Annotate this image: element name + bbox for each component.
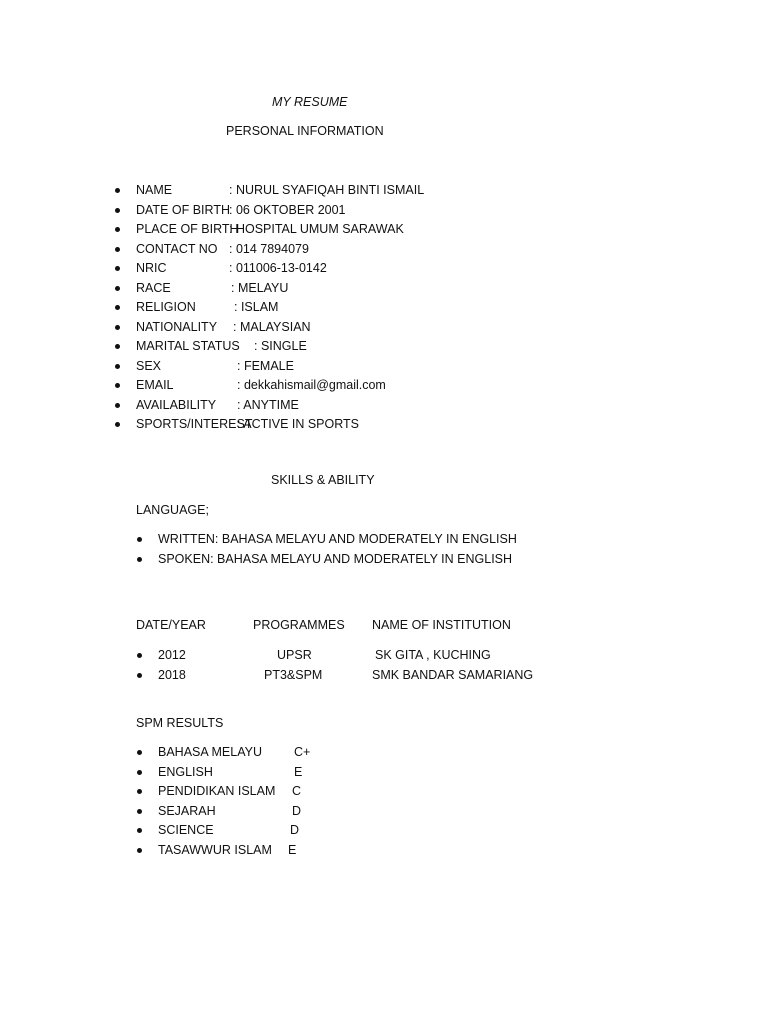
resume-title: MY RESUME — [272, 95, 348, 109]
education-year: 2012 — [158, 648, 186, 662]
personal-label: NRIC — [136, 261, 167, 275]
personal-value: : 06 OKTOBER 2001 — [229, 202, 346, 217]
education-institution: SK GITA , KUCHING — [375, 648, 491, 662]
spm-grade: C — [292, 784, 302, 799]
bullet-icon — [115, 383, 120, 388]
bullet-icon — [115, 247, 120, 252]
spm-subject: SEJARAH — [158, 803, 216, 818]
bullet-icon — [115, 403, 120, 408]
bullet-icon — [115, 325, 120, 330]
personal-label: MARITAL STATUS — [136, 339, 240, 353]
bullet-icon — [137, 537, 142, 542]
personal-label: AVAILABILITY — [136, 397, 217, 412]
spm-grade: E — [288, 843, 297, 857]
education-header-programmes: PROGRAMMES — [253, 618, 345, 632]
personal-value: : ISLAM — [234, 300, 279, 314]
personal-value: : FEMALE — [237, 358, 294, 373]
spm-subject: BAHASA MELAYU — [158, 745, 262, 759]
personal-label: PLACE OF BIRTH — [136, 222, 239, 236]
personal-value: : NURUL SYAFIQAH BINTI ISMAIL — [229, 183, 425, 197]
bullet-icon — [137, 789, 142, 794]
personal-value: : SINGLE — [254, 339, 307, 353]
spm-grade: D — [290, 823, 300, 838]
personal-label: SPORTS/INTEREST — [136, 417, 253, 431]
bullet-icon — [137, 673, 142, 678]
personal-info-heading: PERSONAL INFORMATION — [226, 124, 384, 138]
education-header-institution: NAME OF INSTITUTION — [372, 618, 511, 632]
personal-value: : MALAYSIAN — [233, 319, 311, 334]
personal-value: : dekkahismail@gmail.com — [237, 378, 386, 392]
education-institution: SMK BANDAR SAMARIANG — [372, 668, 534, 682]
personal-label: SEX — [136, 358, 162, 373]
spm-grade: C+ — [294, 745, 311, 759]
language-label: LANGUAGE; — [136, 503, 209, 517]
bullet-icon — [115, 422, 120, 427]
spm-subject: SCIENCE — [158, 823, 214, 838]
bullet-icon — [137, 653, 142, 658]
bullet-icon — [137, 809, 142, 814]
skills-heading: SKILLS & ABILITY — [271, 473, 375, 487]
personal-value: : HOSPITAL UMUM SARAWAK — [229, 222, 404, 236]
personal-value: : 014 7894079 — [229, 241, 309, 256]
education-header-year: DATE/YEAR — [136, 618, 206, 632]
personal-label: DATE OF BIRTH — [136, 202, 230, 217]
bullet-icon — [115, 286, 120, 291]
bullet-icon — [137, 557, 142, 562]
spm-grade: D — [292, 803, 302, 818]
bullet-icon — [115, 364, 120, 369]
education-year: 2018 — [158, 668, 186, 682]
personal-value: : ACTIVE IN SPORTS — [237, 417, 360, 431]
personal-label: NAME — [136, 183, 173, 197]
bullet-icon — [137, 828, 142, 833]
bullet-icon — [115, 305, 120, 310]
personal-label: NATIONALITY — [136, 319, 218, 334]
spm-subject: PENDIDIKAN ISLAM — [158, 784, 276, 799]
language-item: WRITTEN: BAHASA MELAYU AND MODERATELY IN ENGLISH — [158, 532, 517, 546]
personal-label: CONTACT NO — [136, 241, 218, 256]
bullet-icon — [137, 750, 142, 755]
personal-value: : 011006-13-0142 — [229, 261, 327, 275]
bullet-icon — [115, 227, 120, 232]
personal-value: : ANYTIME — [237, 397, 299, 412]
bullet-icon — [137, 848, 142, 853]
spm-grade: E — [294, 764, 303, 779]
personal-label: EMAIL — [136, 378, 174, 392]
language-item: SPOKEN: BAHASA MELAYU AND MODERATELY IN ENGLISH — [158, 552, 513, 566]
education-programme: UPSR — [277, 648, 312, 662]
bullet-icon — [115, 344, 120, 349]
bullet-icon — [115, 208, 120, 213]
bullet-icon — [115, 266, 120, 271]
spm-results-heading: SPM RESULTS — [136, 716, 224, 730]
bullet-icon — [115, 188, 120, 193]
bullet-icon — [137, 770, 142, 775]
personal-label: RACE — [136, 280, 171, 295]
personal-label: RELIGION — [136, 300, 196, 314]
spm-subject: TASAWWUR ISLAM — [158, 843, 272, 857]
education-programme: PT3&SPM — [264, 668, 323, 682]
spm-subject: ENGLISH — [158, 764, 213, 779]
personal-value: : MELAYU — [231, 280, 289, 295]
